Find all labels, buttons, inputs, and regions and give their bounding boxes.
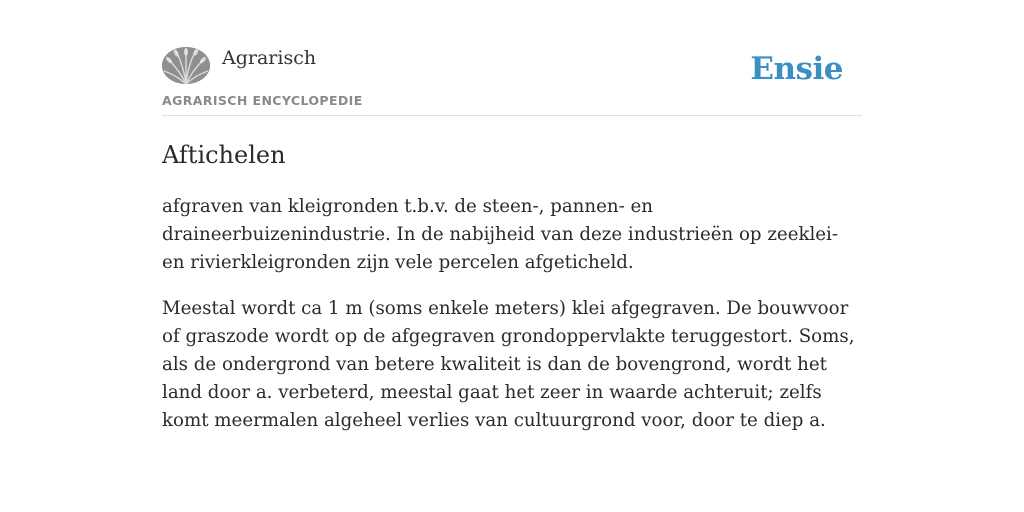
source-header — [162, 0, 862, 116]
article-paragraph: Meestal wordt ca 1 m (soms enkele meters) klei afgegraven. De bouwvoor of graszode wordt op de afgegraven grondoppervlakte teruggestort. Soms, als de ondergrond van betere kwaliteit is dan de bovengrond, wordt het land door a. verbeterd, meestal gaat het zeer in waarde achteruit; zelfs komt meermalen algeheel verlies van cultuurgrond voor, door te diep a. — [162, 298, 855, 431]
ensie-logo-link[interactable]: Ensie — [750, 51, 843, 87]
source-subtitle: AGRARISCH ENCYCLOPEDIE — [162, 93, 363, 108]
page-container — [162, 0, 862, 431]
article-body — [162, 193, 862, 453]
article-paragraph: afgraven van kleigronden t.b.v. de steen-, pannen- en draineerbuizenindustrie. In de nabijheid van deze industrieën op zeeklei- en rivierkleigronden zijn vele percelen afgeticheld. — [162, 196, 839, 273]
source-name[interactable]: Agrarisch — [222, 47, 317, 69]
wheat-icon[interactable] — [162, 47, 210, 84]
article-title: Aftichelen — [162, 141, 286, 169]
